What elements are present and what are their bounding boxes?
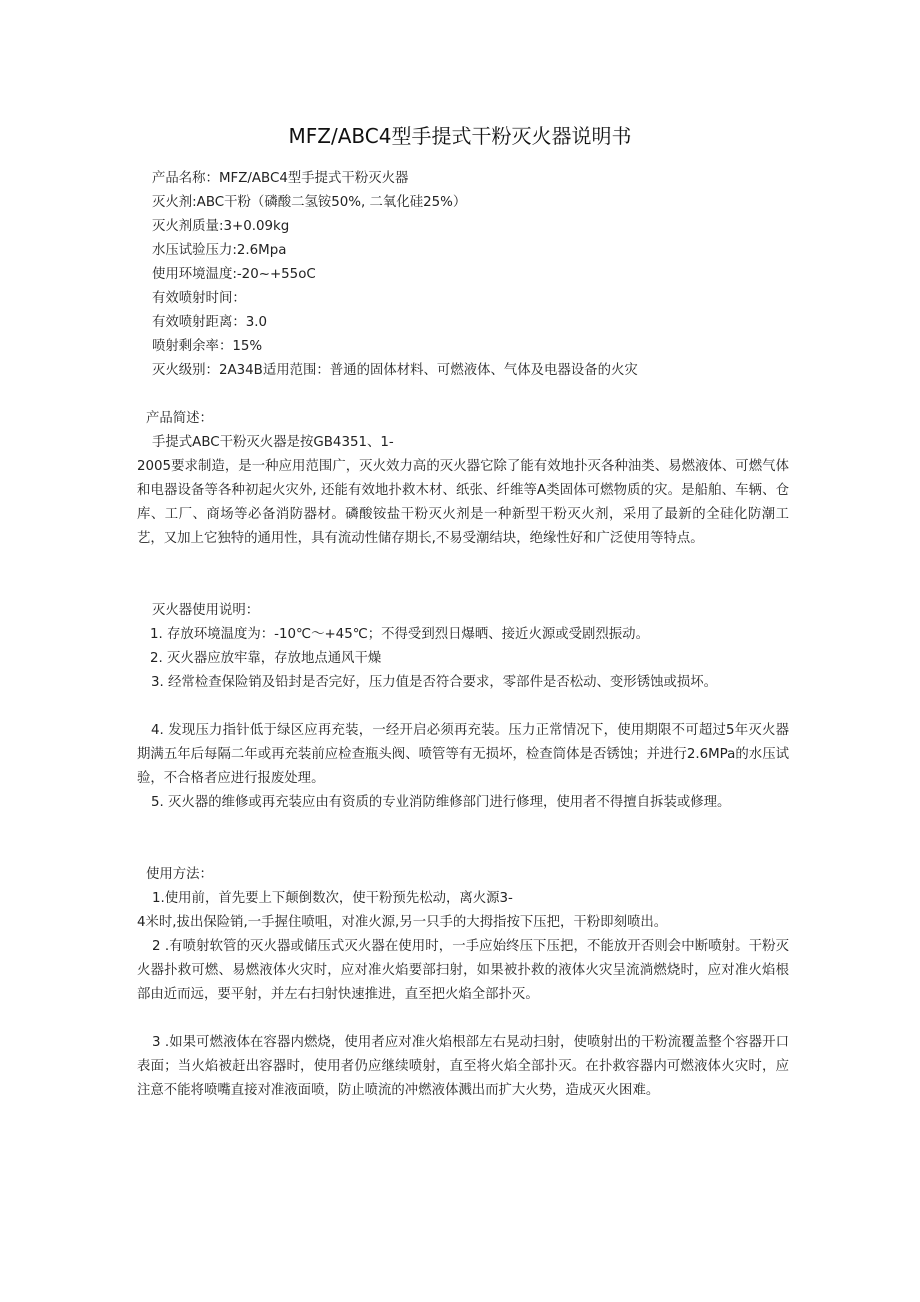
overview-heading: 产品简述： bbox=[146, 411, 213, 426]
spec-residual-rate: 喷射剩余率：15% bbox=[152, 339, 263, 354]
spec-spray-time: 有效喷射时间： bbox=[152, 291, 246, 306]
usage-item: 2 .有喷射软管的灭火器或储压式灭火器在使用时，一手应始终压下压把，不能放开否则会中断喷射。干粉灭火器扑救可燃、易燃液体火灾时，应对准火焰要部扫射，如果被扑救的液体火灾呈流淌燃烧时，应对准火焰根部由近而远，要平射，并左右扫射快速推进，直至把火焰全部扑灭。 bbox=[137, 939, 789, 1002]
spec-agent-mass: 灭火剂质量:3+0.09kg bbox=[152, 219, 290, 234]
usage-item-cont: 4米时,拔出保险销,一手握住喷咀，对准火源,另一只手的大拇指按下压把，干粉即刻喷出。 bbox=[137, 915, 668, 930]
spec-agent: 灭火剂:ABC干粉（磷酸二氢铵50%, 二氧化硅25%） bbox=[152, 195, 467, 210]
spec-test-pressure: 水压试验压力:2.6Mpa bbox=[152, 243, 287, 258]
document-title: MFZ/ABC4型手提式干粉灭火器说明书 bbox=[288, 124, 632, 148]
instruction-item: 3. 经常检查保险销及铅封是否完好，压力值是否符合要求，零部件是否松动、变形锈蚀或损坏。 bbox=[151, 675, 718, 690]
instructions-heading: 灭火器使用说明： bbox=[152, 603, 260, 618]
usage-item: 1.使用前，首先要上下颠倒数次，使干粉预先松动，离火源3- bbox=[152, 891, 513, 906]
spec-temperature: 使用环境温度:-20~+55oC bbox=[152, 267, 316, 282]
spec-spray-distance: 有效喷射距离：3.0 bbox=[152, 315, 268, 330]
instruction-item: 2. 灭火器应放牢靠，存放地点通风干燥 bbox=[150, 651, 382, 666]
spec-rating: 灭火级别：2A34B适用范围：普通的固体材料、可燃液体、气体及电器设备的火灾 bbox=[152, 363, 638, 378]
instruction-item: 1. 存放环境温度为：-10℃～+45℃；不得受到烈日爆晒、接近火源或受剧烈振动。 bbox=[150, 627, 649, 642]
instruction-item: 4. 发现压力指针低于绿区应再充装，一经开启必须再充装。压力正常情况下，使用期限不可超过5年灭火器期满五年后每隔二年或再充装前应检查瓶头阀、喷管等有无损坏，检查筒体是否锈蚀；并进行2.6MPa的水压试验，不合格者应进行报废处理。 bbox=[137, 723, 789, 786]
usage-heading: 使用方法： bbox=[146, 867, 213, 882]
overview-paragraph: 2005要求制造，是一种应用范围广，灭火效力高的灭火器它除了能有效地扑灭各种油类、易燃液体、可燃气体和电器设备等各种初起火灾外, 还能有效地扑救木材、纸张、纤维等A类固体可燃物质的灾。是船舶、车辆、仓库、工厂、商场等必备消防器材。磷酸铵盐干粉灭火剂是一种新型干粉灭火剂，采用了最新的全硅化防潮工艺，又加上它独特的通用性，具有流动性储存期长,不易受潮结块，绝缘性好和广泛使用等特点。 bbox=[137, 459, 789, 546]
instruction-item: 5. 灭火器的维修或再充装应由有资质的专业消防维修部门进行修理，使用者不得擅自拆装或修理。 bbox=[151, 795, 731, 810]
spec-product-name: 产品名称：MFZ/ABC4型手提式干粉灭火器 bbox=[152, 171, 409, 186]
usage-item: 3 .如果可燃液体在容器内燃烧，使用者应对准火焰根部左右晃动扫射，使喷射出的干粉流覆盖整个容器开口表面；当火焰被赶出容器时，使用者仍应继续喷射，直至将火焰全部扑灭。在扑救容器内可燃液体火灾时，应注意不能将喷嘴直接对准液面喷，防止喷流的冲燃液体溅出而扩大火势，造成灭火困难。 bbox=[137, 1035, 789, 1098]
overview-line1: 手提式ABC干粉灭火器是按GB4351、1- bbox=[152, 435, 394, 450]
